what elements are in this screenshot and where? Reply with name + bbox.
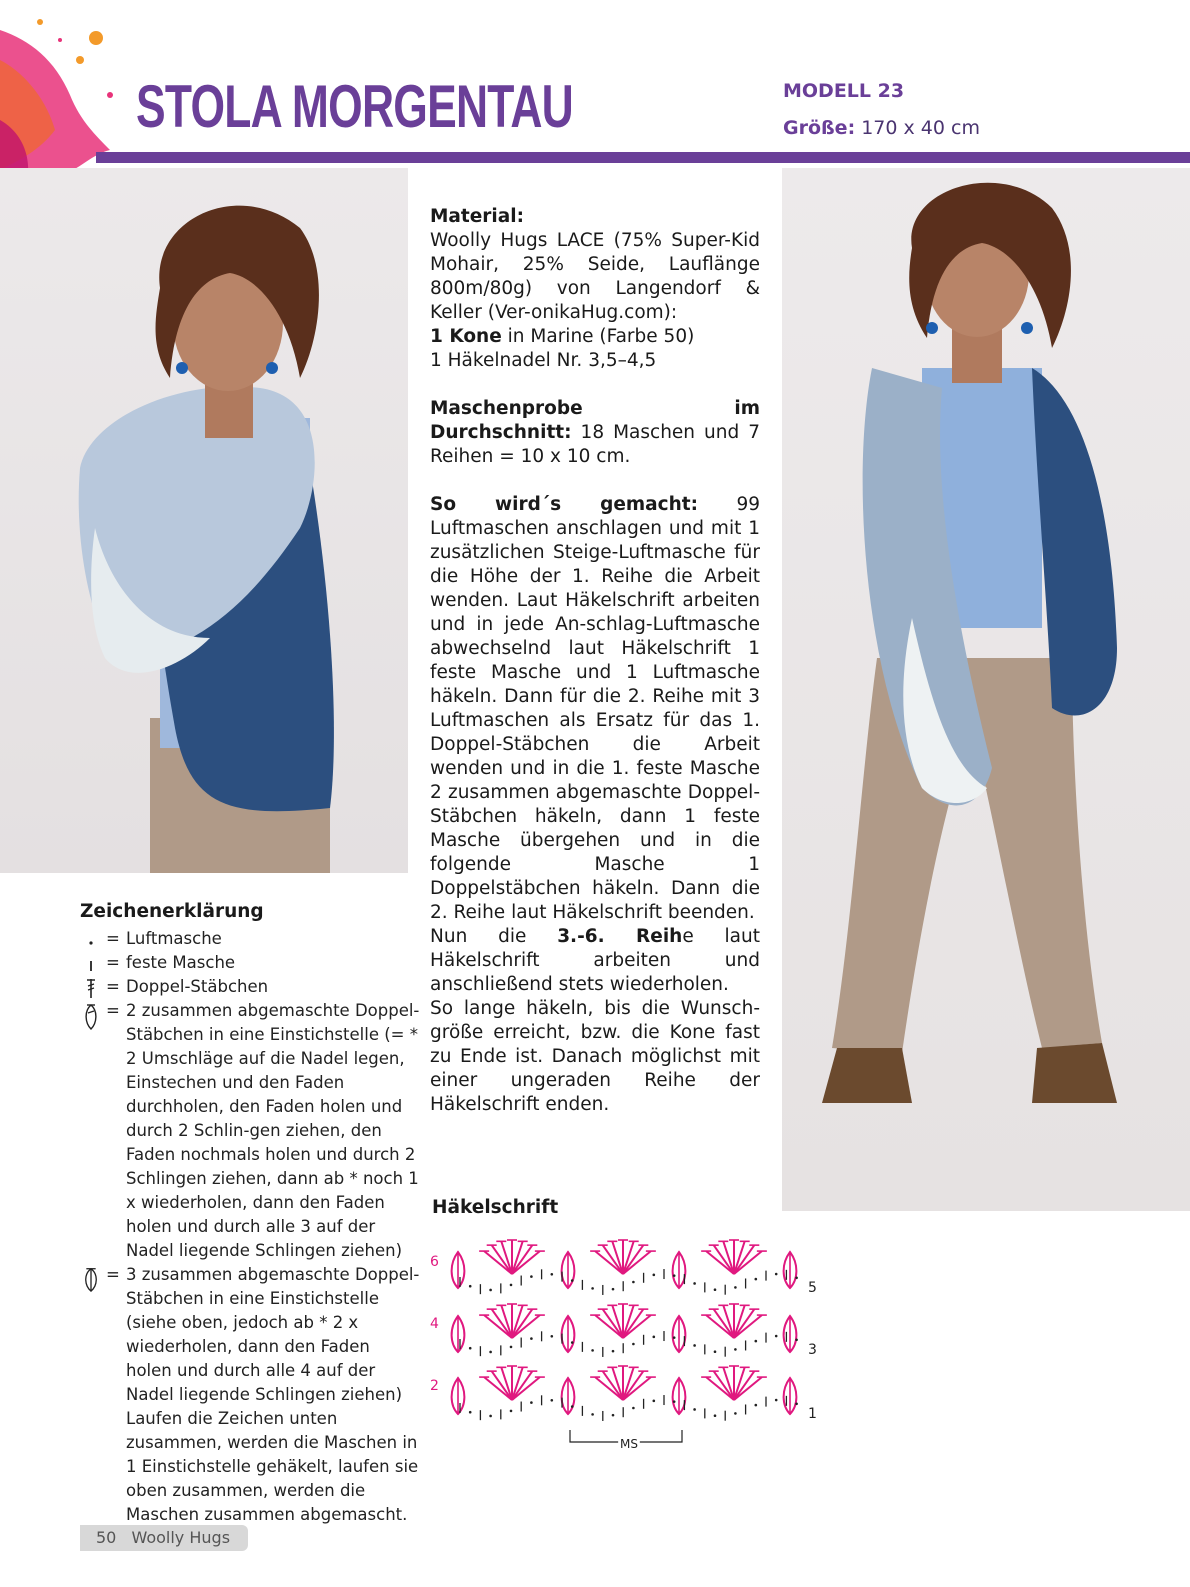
legend-text: feste Masche <box>126 953 236 972</box>
dot-symbol-icon <box>80 929 102 951</box>
legend-note: Laufen die Zeichen unten zusammen, werden die Maschen in 1 Einstichstelle gehäkelt, laufen sie oben zusammen, werden die Maschen zusammen abgemascht. <box>126 1409 419 1524</box>
cluster-motif <box>784 1316 797 1352</box>
gauge-section <box>430 397 760 469</box>
legend-item <box>80 975 420 999</box>
chart-motifs <box>452 1240 797 1414</box>
rows-section <box>430 925 760 997</box>
legend-item <box>80 951 420 975</box>
legend-equals: = <box>106 953 120 972</box>
page-title: STOLA MORGENTAU <box>136 73 574 140</box>
legend-text: 3 zusammen abgemaschte Doppel-Stäbchen in eine Einstichstelle (siehe oben, jedoch ab * 2 x wiederholen, dann den Faden holen und durch alle 4 auf der Nadel liegende Schlingen ziehen) <box>126 1265 420 1404</box>
photo-model-front <box>0 168 408 873</box>
row-label-right: 5 <box>808 1280 817 1296</box>
legend-item <box>80 999 420 1263</box>
cluster-motif <box>784 1252 797 1288</box>
gauge-text: 18 Maschen und 7 Reihen = 10 x 10 cm. <box>430 422 760 467</box>
how-text: 99 Luftmaschen anschlagen und mit 1 zusätzlichen Steige-Luftmasche für die Höhe der 1. Reihe die Arbeit wenden. Laut Häkelschrift arbeiten und in jede An-schlag-Luftmasche abwechselnd laut Häkelschrift 1 feste Masche und 1 Luftmasche häkeln. Dann für die 2. Reihe mit 3 Luftmaschen als Ersatz für das 1. Doppel-Stäbchen die Arbeit wenden und in die 1. feste Masche 2 zusammen abgemaschte Doppel-Stäbchen häkeln, dann 1 feste Masche übergehen und in die folgende Masche 1 Doppelstäbchen häkeln. Dann die 2. Reihe laut Häkelschrift beenden. <box>430 494 760 923</box>
legend-item <box>80 1263 420 1407</box>
bar-symbol-icon <box>80 953 102 975</box>
symbol-legend <box>80 900 420 1527</box>
shell-motif <box>479 1240 545 1274</box>
shell-motif <box>701 1240 767 1274</box>
row-label-right: 3 <box>808 1342 817 1358</box>
cluster-motif <box>452 1316 465 1352</box>
page-footer <box>80 1525 248 1551</box>
how-section <box>430 493 760 925</box>
double-crochet-symbol-icon <box>80 977 102 999</box>
model-number: MODELL 23 <box>783 80 905 102</box>
cluster-motif <box>673 1316 686 1352</box>
shell-motif <box>590 1366 656 1400</box>
legend-equals: = <box>106 1265 120 1284</box>
legend-text: Doppel-Stäbchen <box>126 977 269 996</box>
legend-text: Luftmasche <box>126 929 222 948</box>
cluster-motif <box>452 1378 465 1414</box>
legend-equals: = <box>106 977 120 996</box>
rows-post: e laut Häkelschrift arbeiten und anschließend stets wiederholen. <box>430 926 760 995</box>
gauge-label: Maschenprobe im Durchschnitt: <box>430 398 760 443</box>
shell-motif <box>701 1304 767 1338</box>
material-section <box>430 205 760 373</box>
size-value: 170 x 40 cm <box>861 117 980 139</box>
row-label-left: 2 <box>430 1378 439 1394</box>
cluster-motif <box>673 1252 686 1288</box>
how-label: So wird´s gemacht: <box>430 494 699 515</box>
legend-text: 2 zusammen abgemaschte Doppel-Stäbchen in eine Einstichstelle (= * 2 Umschläge auf die Nadel legen, Einstechen und den Faden durchholen, den Faden holen und durch 2 Schlin-gen ziehen, den Faden nochmals holen und durch 2 Schlingen ziehen, dann ab * noch 1 x wiederholen, dann den Faden holen und durch alle 3 auf der Nadel liegende Schlingen ziehen) <box>126 1001 420 1260</box>
kone-label: 1 Kone <box>430 326 502 347</box>
cluster-motif <box>784 1378 797 1414</box>
two-together-symbol-icon <box>80 1001 102 1031</box>
final-section: So lange häkeln, bis die Wunsch-größe erreicht, bzw. die Kone fast zu Ende ist. Danach möglichst mit einer ungeraden Reihe der Häkelschrift enden. <box>430 998 760 1115</box>
cluster-motif <box>562 1316 575 1352</box>
size-info <box>783 117 980 139</box>
rows-bold: 3.-6. Reih <box>557 926 683 947</box>
repeat-label: MS <box>620 1437 638 1451</box>
chart-title: Häkelschrift <box>432 1197 559 1218</box>
cluster-motif <box>673 1378 686 1414</box>
legend-equals: = <box>106 929 120 948</box>
row-label-left: 6 <box>430 1254 439 1270</box>
legend-equals: = <box>106 1001 120 1020</box>
shell-motif <box>701 1366 767 1400</box>
shell-motif <box>590 1240 656 1274</box>
material-label: Material: <box>430 206 524 227</box>
shell-motif <box>590 1304 656 1338</box>
row-label-left: 4 <box>430 1316 439 1332</box>
instructions-column <box>430 205 760 1117</box>
shell-motif <box>479 1304 545 1338</box>
shell-motif <box>479 1366 545 1400</box>
legend-item <box>80 927 420 951</box>
kone-text: in Marine (Farbe 50) <box>507 326 695 347</box>
size-label: Größe: <box>783 117 856 139</box>
cluster-motif <box>562 1252 575 1288</box>
cluster-motif <box>562 1378 575 1414</box>
footer-brand: Woolly Hugs <box>131 1528 231 1547</box>
page-number: 50 <box>96 1528 117 1547</box>
cluster-motif <box>452 1252 465 1288</box>
crochet-chart <box>430 1222 830 1472</box>
legend-title: Zeichenerklärung <box>80 901 264 922</box>
needle-text: 1 Häkelnadel Nr. 3,5–4,5 <box>430 350 657 371</box>
photo-model-full <box>782 168 1190 1211</box>
three-together-symbol-icon <box>80 1265 102 1293</box>
header-rule <box>96 152 1190 163</box>
row-label-right: 1 <box>808 1406 817 1422</box>
rows-pre: Nun die <box>430 926 527 947</box>
material-text: Woolly Hugs LACE (75% Super-Kid Mohair, 25% Seide, Lauflänge 800m/80g) von Langendorf & Keller (Ver-onikaHug.com): <box>430 230 760 323</box>
